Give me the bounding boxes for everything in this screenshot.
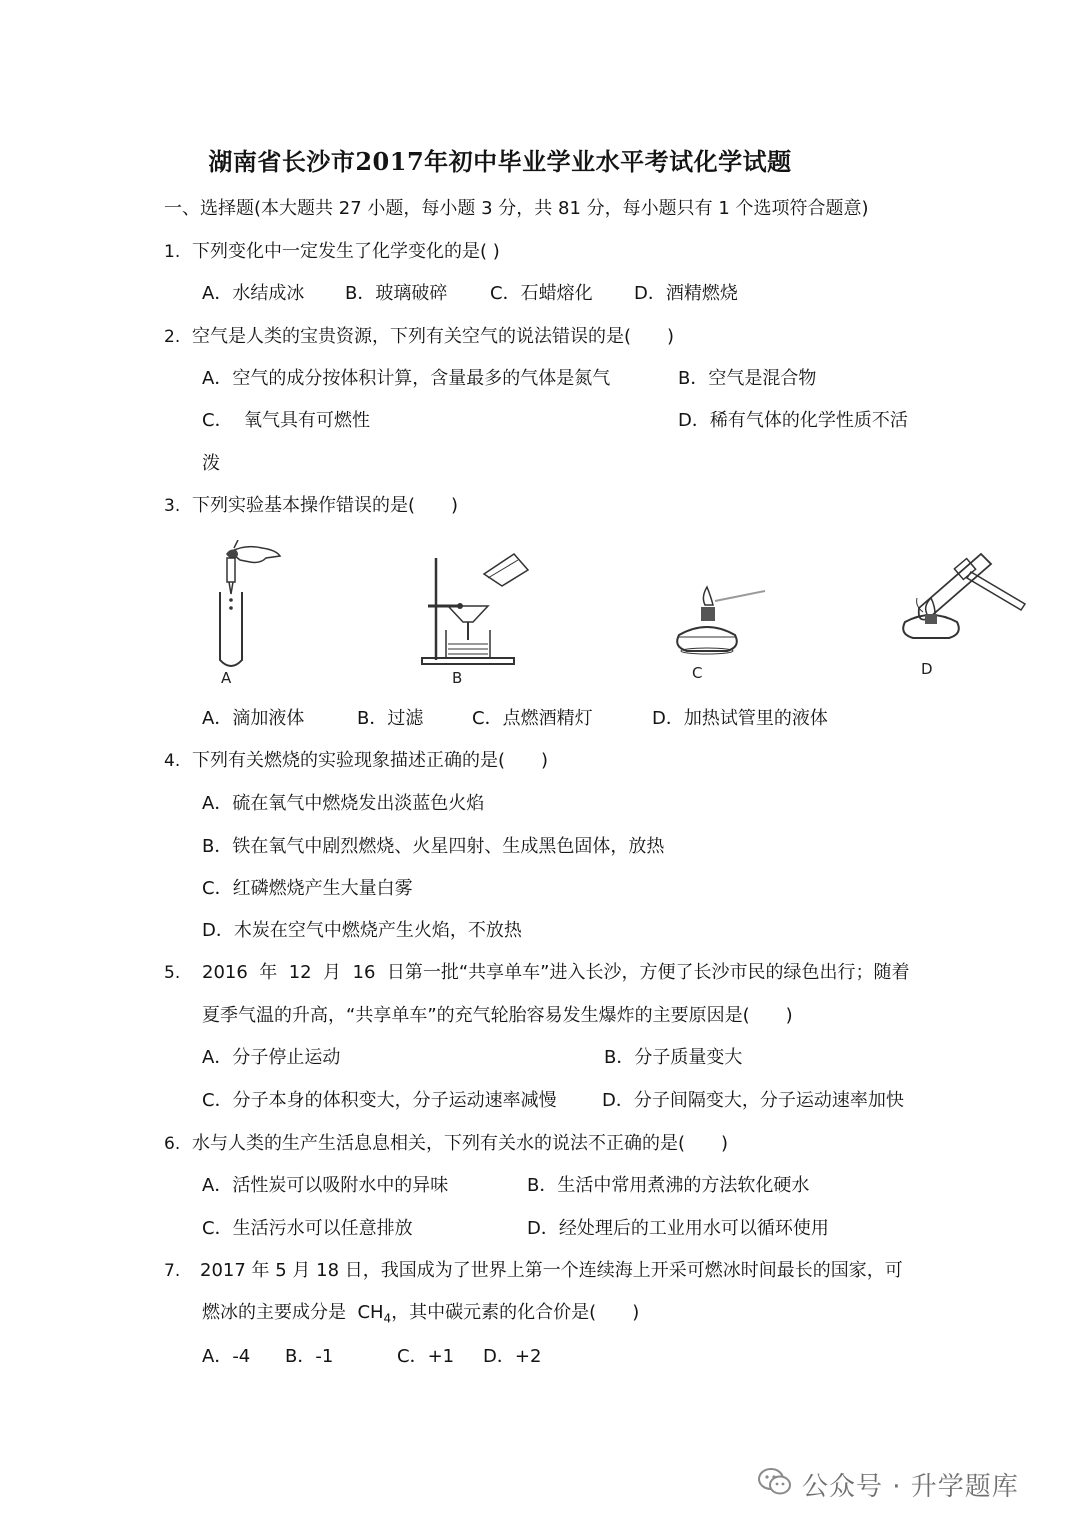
question-1-stem: 下列变化中一定发生了化学变化的是( ) <box>192 241 500 262</box>
question-1-option-c: C．石蜡熔化 <box>490 283 593 304</box>
question-6-option-d: D．经处理后的工业用水可以循环使用 <box>527 1218 829 1239</box>
question-3-option-c: C．点燃酒精灯 <box>472 708 593 729</box>
question-3-number: 3. <box>164 496 181 516</box>
question-2-option-d: D．稀有气体的化学性质不活 <box>678 410 908 431</box>
question-3-stem: 下列实验基本操作错误的是( ) <box>192 495 459 516</box>
question-3-option-b: B．过滤 <box>357 708 424 729</box>
question-2-option-a: A．空气的成分按体积计算，含量最多的气体是氮气 <box>202 368 611 389</box>
question-3-option-d: D．加热试管里的液体 <box>652 708 828 729</box>
question-4-stem: 下列有关燃烧的实验现象描述正确的是( ) <box>192 750 549 771</box>
question-5-stem-line-2: 夏季气温的升高，“共享单车”的充气轮胎容易发生爆炸的主要原因是( ) <box>202 1005 793 1026</box>
question-7-option-d: D．+2 <box>483 1346 542 1367</box>
figure-lighting-alcohol-lamp <box>665 585 775 665</box>
question-6-option-a: A．活性炭可以吸附水中的异味 <box>202 1175 449 1196</box>
figure-dropping-liquid <box>200 540 290 670</box>
question-6-option-c: C．生活污水可以任意排放 <box>202 1218 413 1239</box>
question-1-option-d: D．酒精燃烧 <box>634 283 738 304</box>
page-title: 湖南省长沙市2017年初中毕业学业水平考试化学试题 <box>208 147 792 176</box>
question-5-number: 5. <box>164 963 181 983</box>
question-5-stem-line-1: 2016 年 12 月 16 日第一批“共享单车”进入长沙，方便了长沙市民的绿色出行；随着 <box>202 962 910 983</box>
question-4-option-a: A．硫在氧气中燃烧发出淡蓝色火焰 <box>202 793 485 814</box>
wechat-icon <box>758 1467 792 1501</box>
question-6-stem: 水与人类的生产生活息息相关，下列有关水的说法不正确的是( ) <box>192 1133 729 1154</box>
watermark-text: 公众号 · 升学题库 <box>802 1471 1019 1502</box>
question-7-stem-post: ，其中碳元素的化合价是( ) <box>391 1302 640 1323</box>
question-7-stem-pre: 燃冰的主要成分是 CH <box>202 1302 384 1323</box>
question-4-number: 4. <box>164 751 181 771</box>
question-2-option-c: C． 氧气具有可燃性 <box>202 410 371 431</box>
question-5-option-a: A．分子停止运动 <box>202 1047 341 1068</box>
question-1-number: 1. <box>164 242 181 262</box>
question-7-option-c: C．+1 <box>397 1346 455 1367</box>
question-4-option-d: D．木炭在空气中燃烧产生火焰，不放热 <box>202 920 522 941</box>
question-5-option-c: C．分子本身的体积变大，分子运动速率减慢 <box>202 1090 557 1111</box>
question-6-option-b: B．生活中常用煮沸的方法软化硬水 <box>527 1175 810 1196</box>
question-4-option-b: B．铁在氧气中剧烈燃烧、火星四射、生成黑色固体，放热 <box>202 836 665 857</box>
question-7-number: 7. <box>164 1261 181 1281</box>
figure-label-b: B <box>452 669 463 687</box>
question-2-stem: 空气是人类的宝贵资源，下列有关空气的说法错误的是( ) <box>192 326 675 347</box>
question-2-option-d-continued: 泼 <box>202 453 220 474</box>
question-4-option-c: C．红磷燃烧产生大量白雾 <box>202 878 413 899</box>
question-7-option-a: A．-4 <box>202 1346 251 1367</box>
question-2-option-b: B．空气是混合物 <box>678 368 817 389</box>
question-5-option-d: D．分子间隔变大，分子运动速率加快 <box>602 1090 904 1111</box>
figure-label-d: D <box>921 660 933 678</box>
question-5-option-b: B．分子质量变大 <box>604 1047 743 1068</box>
section-heading: 一、选择题(本大题共 27 小题，每小题 3 分，共 81 分，每小题只有 1 个选项符合题意) <box>164 198 869 219</box>
wechat-watermark <box>758 1464 1019 1504</box>
question-1-option-a: A．水结成冰 <box>202 283 305 304</box>
figure-filtration <box>418 548 538 668</box>
figure-label-c: C <box>692 664 703 682</box>
figure-label-a: A <box>221 669 232 687</box>
question-7-subscript: 4 <box>383 1311 392 1326</box>
figure-heating-test-tube <box>895 548 1035 660</box>
question-6-number: 6. <box>164 1134 181 1154</box>
question-2-number: 2. <box>164 327 181 347</box>
question-7-stem-line-2 <box>202 1302 639 1330</box>
question-7-option-b: B．-1 <box>285 1346 334 1367</box>
question-3-option-a: A．滴加液体 <box>202 708 305 729</box>
question-1-option-b: B．玻璃破碎 <box>345 283 448 304</box>
question-7-stem-line-1: 2017 年 5 月 18 日，我国成为了世界上第一个连续海上开采可燃冰时间最长的国家，可 <box>200 1260 903 1281</box>
